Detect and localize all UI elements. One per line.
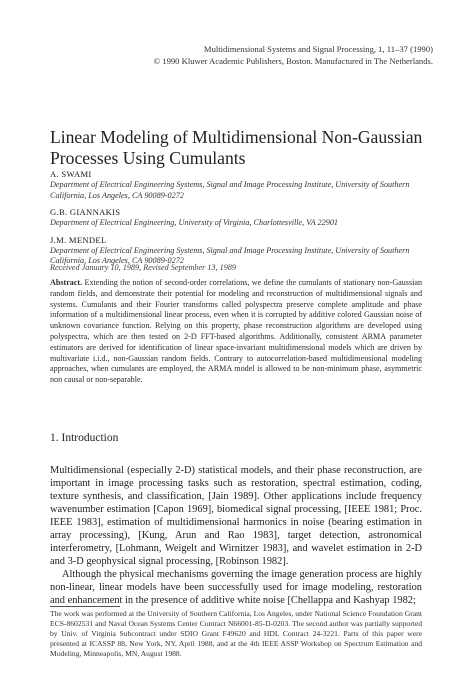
- received-dates: Received January 10, 1989, Revised September 13, 1989: [50, 263, 236, 272]
- author-block: [50, 207, 420, 229]
- author-affiliation: Department of Electrical Engineering Systems, Signal and Image Processing Institute, University of Southern California, Los Angeles, CA 90089-0272: [50, 245, 410, 265]
- abstract-label: Abstract.: [50, 278, 83, 287]
- body-paragraph: Multidimensional (especially 2-D) statistical models, and their phase reconstruction, are important in image processing tasks such as restoration, spectral estimation, coding, texture synthesis, and classification, [Jain 1989]. Other applications include frequency wavenumber estimation [Capon 1969], biomedical signal processing, [IEEE 1981; Proc. IEEE 1983], estimation of multidimensional harmonics in noise (bearing estimation in array processing), [Kung, Arun and Rao 1983], target detection, astronomical interferometry, [Lohmann, Weigelt and Wirnitzer 1983], and wavelet estimation in 2-D and 3-D geophysical signal processing, [Robinson 1982].: [50, 465, 422, 567]
- author-name: J.M. MENDEL: [50, 234, 107, 245]
- abstract: [50, 278, 422, 386]
- journal-citation: Multidimensional Systems and Signal Processing, 1, 11–37 (1990): [203, 44, 433, 54]
- author-affiliation: Department of Electrical Engineering, University of Virginia, Charlottesville, VA 22901: [50, 218, 339, 227]
- footnote-rule: [50, 606, 120, 607]
- author-list: [50, 169, 420, 273]
- body-paragraph: Although the physical mechanisms governing the image generation process are highly non-linear, linear models have been successfully used for image modeling, restoration and enhancement in the presence of additive white noise [Chellappa and Kashyap 1982;: [50, 569, 422, 606]
- footnote: The work was performed at the University of Southern California, Los Angeles, under National Science Foundation Grant ECS-8602531 and Naval Ocean Systems Center Contract N66001-85-D-0203. The second author was partially supported by Univ. of Virginia Subcontract under SDIO Grant F49620 and HDL Contract 24-3221. Parts of this paper were presented at ICASSP 88, New York, NY, April 1988, and at the 4th IEEE ASSP Workshop on Spectrum Estimation and Modeling, Minneapolis, MN, August 1988.: [50, 609, 422, 658]
- author-name: G.B. GIANNAKIS: [50, 207, 121, 217]
- body-text: [50, 464, 422, 607]
- journal-copyright: © 1990 Kluwer Academic Publishers, Boston. Manufactured in The Netherlands.: [153, 55, 433, 66]
- author-name: A. SWAMI: [50, 169, 92, 179]
- author-block: [50, 235, 420, 267]
- author-block: [50, 169, 420, 201]
- journal-header: [154, 44, 433, 67]
- abstract-text: Extending the notion of second-order correlations, we define the cumulants of stationary non-Gaussian random fields, and demonstrate their potential for modeling and reconstruction of multidimensional signals and systems. Cumulants and their Fourier transforms called polyspectra preserve complete amplitude and phase information of a multidimensional linear process, even when it is corrupted by additive colored Gaussian noise of unknown covariance function. Relying on this property, phase reconstruction algorithms are developed using polyspectra, which are then tested on 2-D FFT-based algorithms. Additionally, consistent ARMA parameter estimators are derived for identification of linear space-invariant multidimensional models which are driven by multivariate i.i.d., non-Gaussian random fields. Contrary to autocorrelation-based multidimensional modeling approaches, when cumulants are employed, the ARMA model is allowed to be non-minimum phase, asymmetric non causal or non-separable.: [50, 278, 422, 385]
- paper-title: Linear Modeling of Multidimensional Non-Gaussian Processes Using Cumulants: [50, 127, 423, 168]
- author-affiliation: Department of Electrical Engineering Systems, Signal and Image Processing Institute, University of Southern California, Los Angeles, CA 90089-0272: [50, 180, 410, 200]
- section-heading: 1. Introduction: [50, 432, 119, 444]
